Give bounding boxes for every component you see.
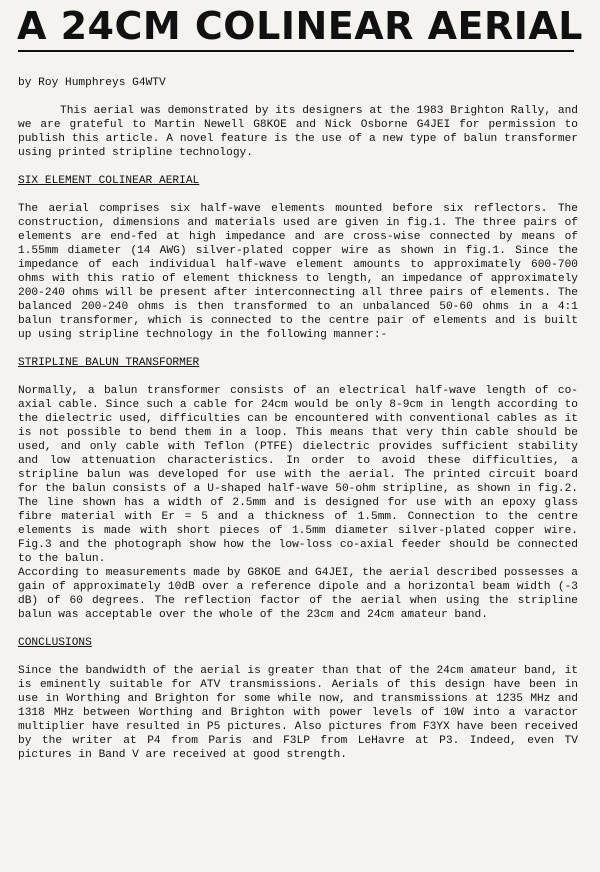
- paragraph: Since the bandwidth of the aerial is greater than that of the 24cm amateur band, it is eminently suitable for ATV transmissions. Aerials of this design have been in use in Worthing and Brighton for some while now, and transmissions at 1235 MHz and 1318 MHz between Worthing and Brighton with power levels of 10W into a varactor multiplier have resulted in P5 pictures. Also pictures from F3YX have been received by the writer at P4 from Paris and F3LP from LeHavre at P3. Indeed, even TV pictures in Band V are received at good strength.: [18, 665, 578, 761]
- article-body: [18, 76, 578, 776]
- paragraph: According to measurements made by G8KOE and G4JEI, the aerial described possesses a gain of approximately 10dB over a reference dipole and a horizontal beam width (-3 dB) of 60 degrees. The reflection factor of the aerial when using the stripline balun was acceptable over the whole of the 23cm and 24cm amateur band.: [18, 567, 578, 621]
- paragraph: The aerial comprises six half-wave elements mounted before six reflectors. The construction, dimensions and materials used are given in fig.1. The three pairs of elements are end-fed at high impedance and are cross-wise connected by means of 1.55mm diameter (14 AWG) silver-plated copper wire as shown in fig.1. Since the impedance of each individual half-wave element amounts to approximately 600-700 ohms with this ratio of element thickness to length, an impedance of approximately 200-240 ohms will be present after interconnecting all three pairs of elements. The balanced 200-240 ohms is then transformed to an unbalanced 50-60 ohms in a 4:1 balun transformer, which is connected to the centre pair of elements and is built up using stripline technology in the following manner:-: [18, 203, 578, 341]
- page-title: A 24CM COLINEAR AERIAL: [16, 4, 584, 48]
- byline: by Roy Humphreys G4WTV: [18, 77, 166, 89]
- intro-paragraph: This aerial was demonstrated by its designers at the 1983 Brighton Rally, and we are grateful to Martin Newell G8KOE and Nick Osborne G4JEI for permission to publish this article. A novel feature is the use of a new type of balun transformer using printed stripline technology.: [18, 105, 578, 159]
- section-heading-conclusions: CONCLUSIONS: [18, 637, 92, 649]
- paragraph: Normally, a balun transformer consists of an electrical half-wave length of co-axial cable. Since such a cable for 24cm would be only 8-9cm in length according to the dielectric used, difficulties can be encountered with conventional cables as it is not possible to bend them in a loop. This means that very thin cable should be used, and only cable with Teflon (PTFE) dielectric provides sufficient stability and low attenuation characteristics. In order to avoid these difficulties, a stripline balun was developed for use with the aerial. The printed circuit board for the balun consists of a U-shaped half-wave 50-ohm stripline, as shown in fig.2. The line shown has a width of 2.5mm and is designed for use with an epoxy glass fibre material with Er = 5 and a thickness of 1.5mm. Connection to the centre elements is made with short pieces of 1.5mm diameter silver-plated copper wire. Fig.3 and the photograph show how the low-loss co-axial feeder should be connected to the balun.: [18, 385, 578, 565]
- title-rule: [18, 50, 574, 52]
- section-heading-six-element: SIX ELEMENT COLINEAR AERIAL: [18, 175, 200, 187]
- section-heading-stripline-balun: STRIPLINE BALUN TRANSFORMER: [18, 357, 200, 369]
